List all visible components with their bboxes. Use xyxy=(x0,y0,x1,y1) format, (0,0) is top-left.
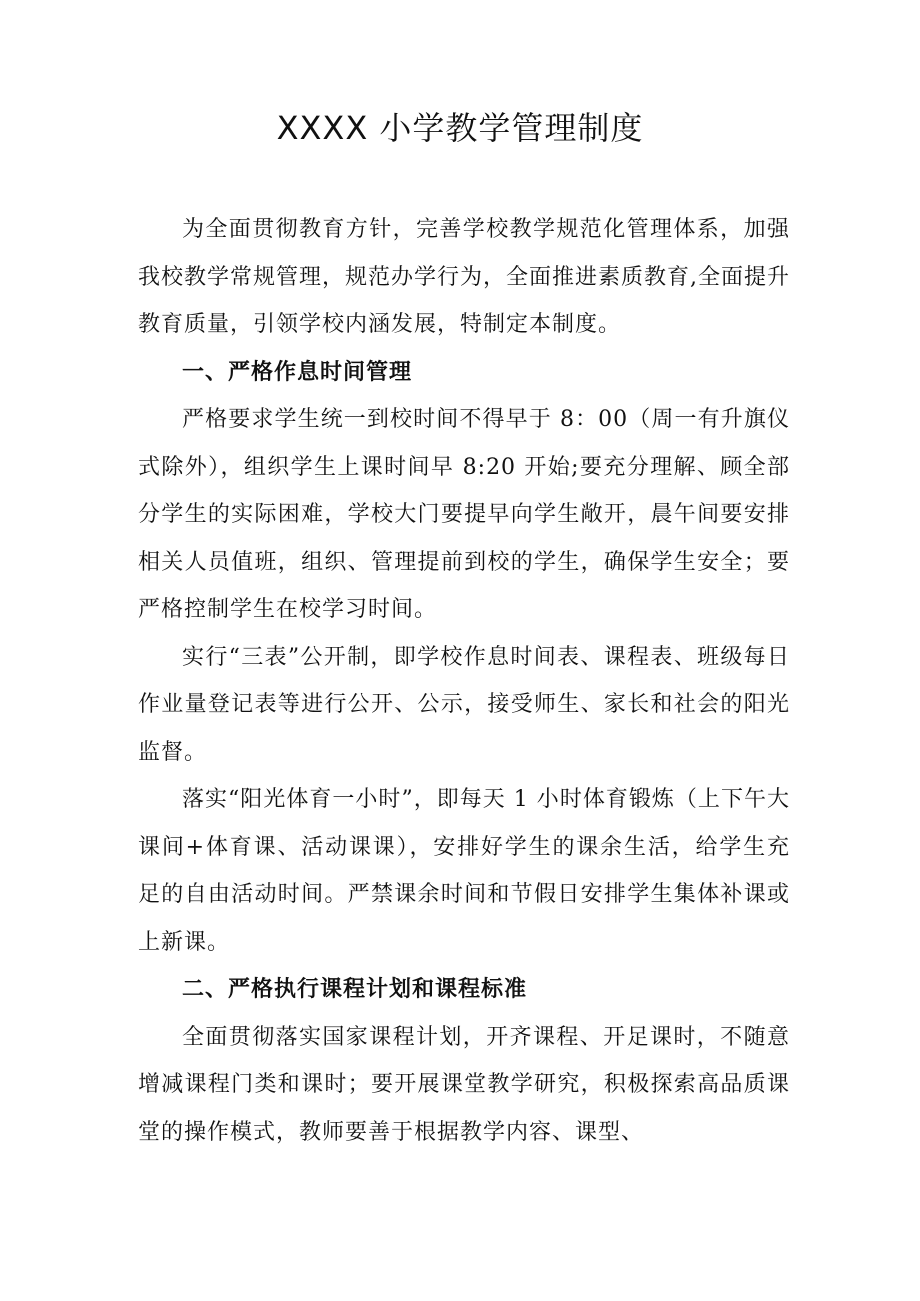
section-1-paragraph-3: 落实“阳光体育一小时”，即每天 1 小时体育锻炼（上下午大课间+体育课、活动课课），安排好学生的课余生活，给学生充足的自由活动时间。严禁课余时间和节假日安排学生集体补课或上新课。 xyxy=(138,787,790,955)
section-1-paragraph-1: 严格要求学生统一到校时间不得早于 8：00（周一有升旗仪式除外），组织学生上课时间早 8:20 开始;要充分理解、顾全部分学生的实际困难，学校大门要提早向学生敞开，晨午间要安排相关人员值班，组织、管理提前到校的学生，确保学生安全；要严格控制学生在校学习时间。 xyxy=(138,407,790,622)
section-1-heading: 一、严格作息时间管理 xyxy=(182,359,413,385)
document-body xyxy=(138,206,790,1156)
document-title: XXXX 小学教学管理制度 xyxy=(276,109,644,147)
section-1-paragraph-2: 实行“三表”公开制，即学校作息时间表、课程表、班级每日作业量登记表等进行公开、公示，接受师生、家长和社会的阳光监督。 xyxy=(138,644,790,765)
section-2-paragraph-1: 全面贯彻落实国家课程计划，开齐课程、开足课时，不随意增减课程门类和课时；要开展课堂教学研究，积极探索高品质课堂的操作模式，教师要善于根据教学内容、课型、 xyxy=(138,1024,790,1145)
section-2-heading: 二、严格执行课程计划和课程标准 xyxy=(182,977,528,1002)
intro-paragraph: 为全面贯彻教育方针，完善学校教学规范化管理体系，加强我校教学常规管理，规范办学行为，全面推进素质教育,全面提升教育质量，引领学校内涵发展，特制定本制度。 xyxy=(138,217,790,337)
